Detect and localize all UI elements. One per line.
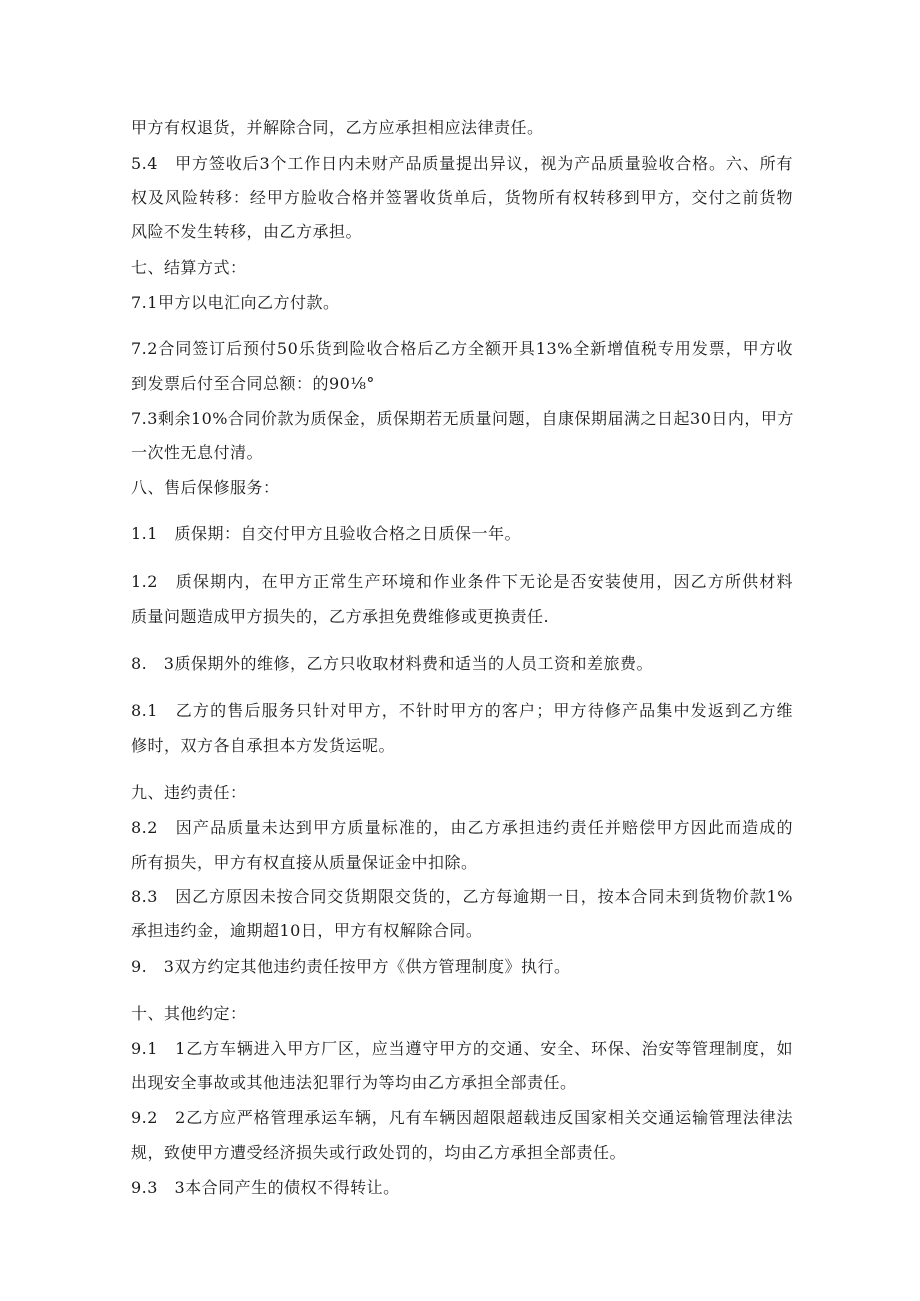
text-line: 到发票后付至合同总额：的90⅛° bbox=[131, 374, 375, 393]
text-line: 7.3剩余10%合同价款为质保金，质保期若无质量问题，自康保期届满之日起30日内，甲方 bbox=[131, 409, 794, 428]
text-line: 7.1甲方以电汇向乙方付款。 bbox=[131, 293, 340, 312]
text-line: 9.1 1乙方车辆进入甲方厂区，应当遵守甲方的交通、安全、环保、治安等管理制度，如 bbox=[131, 1039, 793, 1058]
text-line: 9. 3双方约定其他违约责任按甲方《供方管理制度》执行。 bbox=[131, 957, 571, 976]
text-line: 1.1 质保期：自交付甲方且验收合格之日质保一年。 bbox=[131, 524, 521, 543]
text-line: 承担违约金，逾期超10日，甲方有权解除合同。 bbox=[131, 921, 483, 940]
text-line: 8.2 因产品质量未达到甲方质量标准的，由乙方承担违约责任并赔偿甲方因此而造成的 bbox=[131, 818, 793, 837]
text-line: 9.3 3本合同产生的债权不得转让。 bbox=[131, 1178, 400, 1197]
text-line: 权及风险转移：经甲方脸收合格并签署收货单后，货物所有权转移到甲方，交付之前货物 bbox=[131, 188, 793, 207]
text-line: 风险不发生转移，由乙方承担。 bbox=[131, 222, 363, 241]
section-heading: 十、其他约定： bbox=[131, 1004, 247, 1023]
text-line: 质量问题造成甲方损失的，乙方承担免费维修或更换责任. bbox=[131, 607, 550, 626]
text-line: 8. 3质保期外的维修，乙方只收取材料费和适当的人员工资和差旅费。 bbox=[131, 654, 653, 673]
text-line: 1.2 质保期内，在甲方正常生产环境和作业条件下无论是否安装使用，因乙方所供材料 bbox=[131, 572, 793, 591]
text-line: 出现安全事故或其他违法犯罪行为等均由乙方承担全部责任。 bbox=[131, 1073, 577, 1092]
text-line: 甲方有权退货，并解除合同，乙方应承担相应法律责任。 bbox=[131, 118, 544, 137]
text-line: 规，致使甲方遭受经济损失或行政处罚的，均由乙方承担全部责任。 bbox=[131, 1143, 627, 1162]
section-heading: 七、结算方式： bbox=[131, 258, 247, 277]
text-line: 修时，双方各自承担本方发货运呢。 bbox=[131, 736, 396, 755]
section-heading: 九、违约责任： bbox=[131, 783, 247, 802]
text-line: 9.2 2乙方应严格管理承运车辆，凡有车辆因超限超载违反国家相关交通运输管理法律法 bbox=[131, 1108, 793, 1127]
text-line: 8.3 因乙方原因未按合同交货期限交货的，乙方每逾期一日，按本合同未到货物价款1% bbox=[131, 887, 793, 906]
text-line: 8.1 乙方的售后服务只针对甲方，不针时甲方的客户；甲方待修产品集中发返到乙方维 bbox=[131, 701, 793, 720]
section-heading: 八、售后保修服务： bbox=[131, 478, 280, 497]
text-line: 5.4 甲方签收后3个工作日内未财产品质量提出异议，视为产品质量验收合格。六、所有 bbox=[131, 154, 793, 173]
text-line: 一次性无息付清。 bbox=[131, 443, 264, 462]
text-line: 所有损失，甲方有权直接从质量保证金中扣除。 bbox=[131, 853, 478, 872]
text-line: 7.2合同签订后预付50乐货到险收合格后乙方全额开具13%全新增值税专用发票，甲方收 bbox=[131, 339, 793, 358]
